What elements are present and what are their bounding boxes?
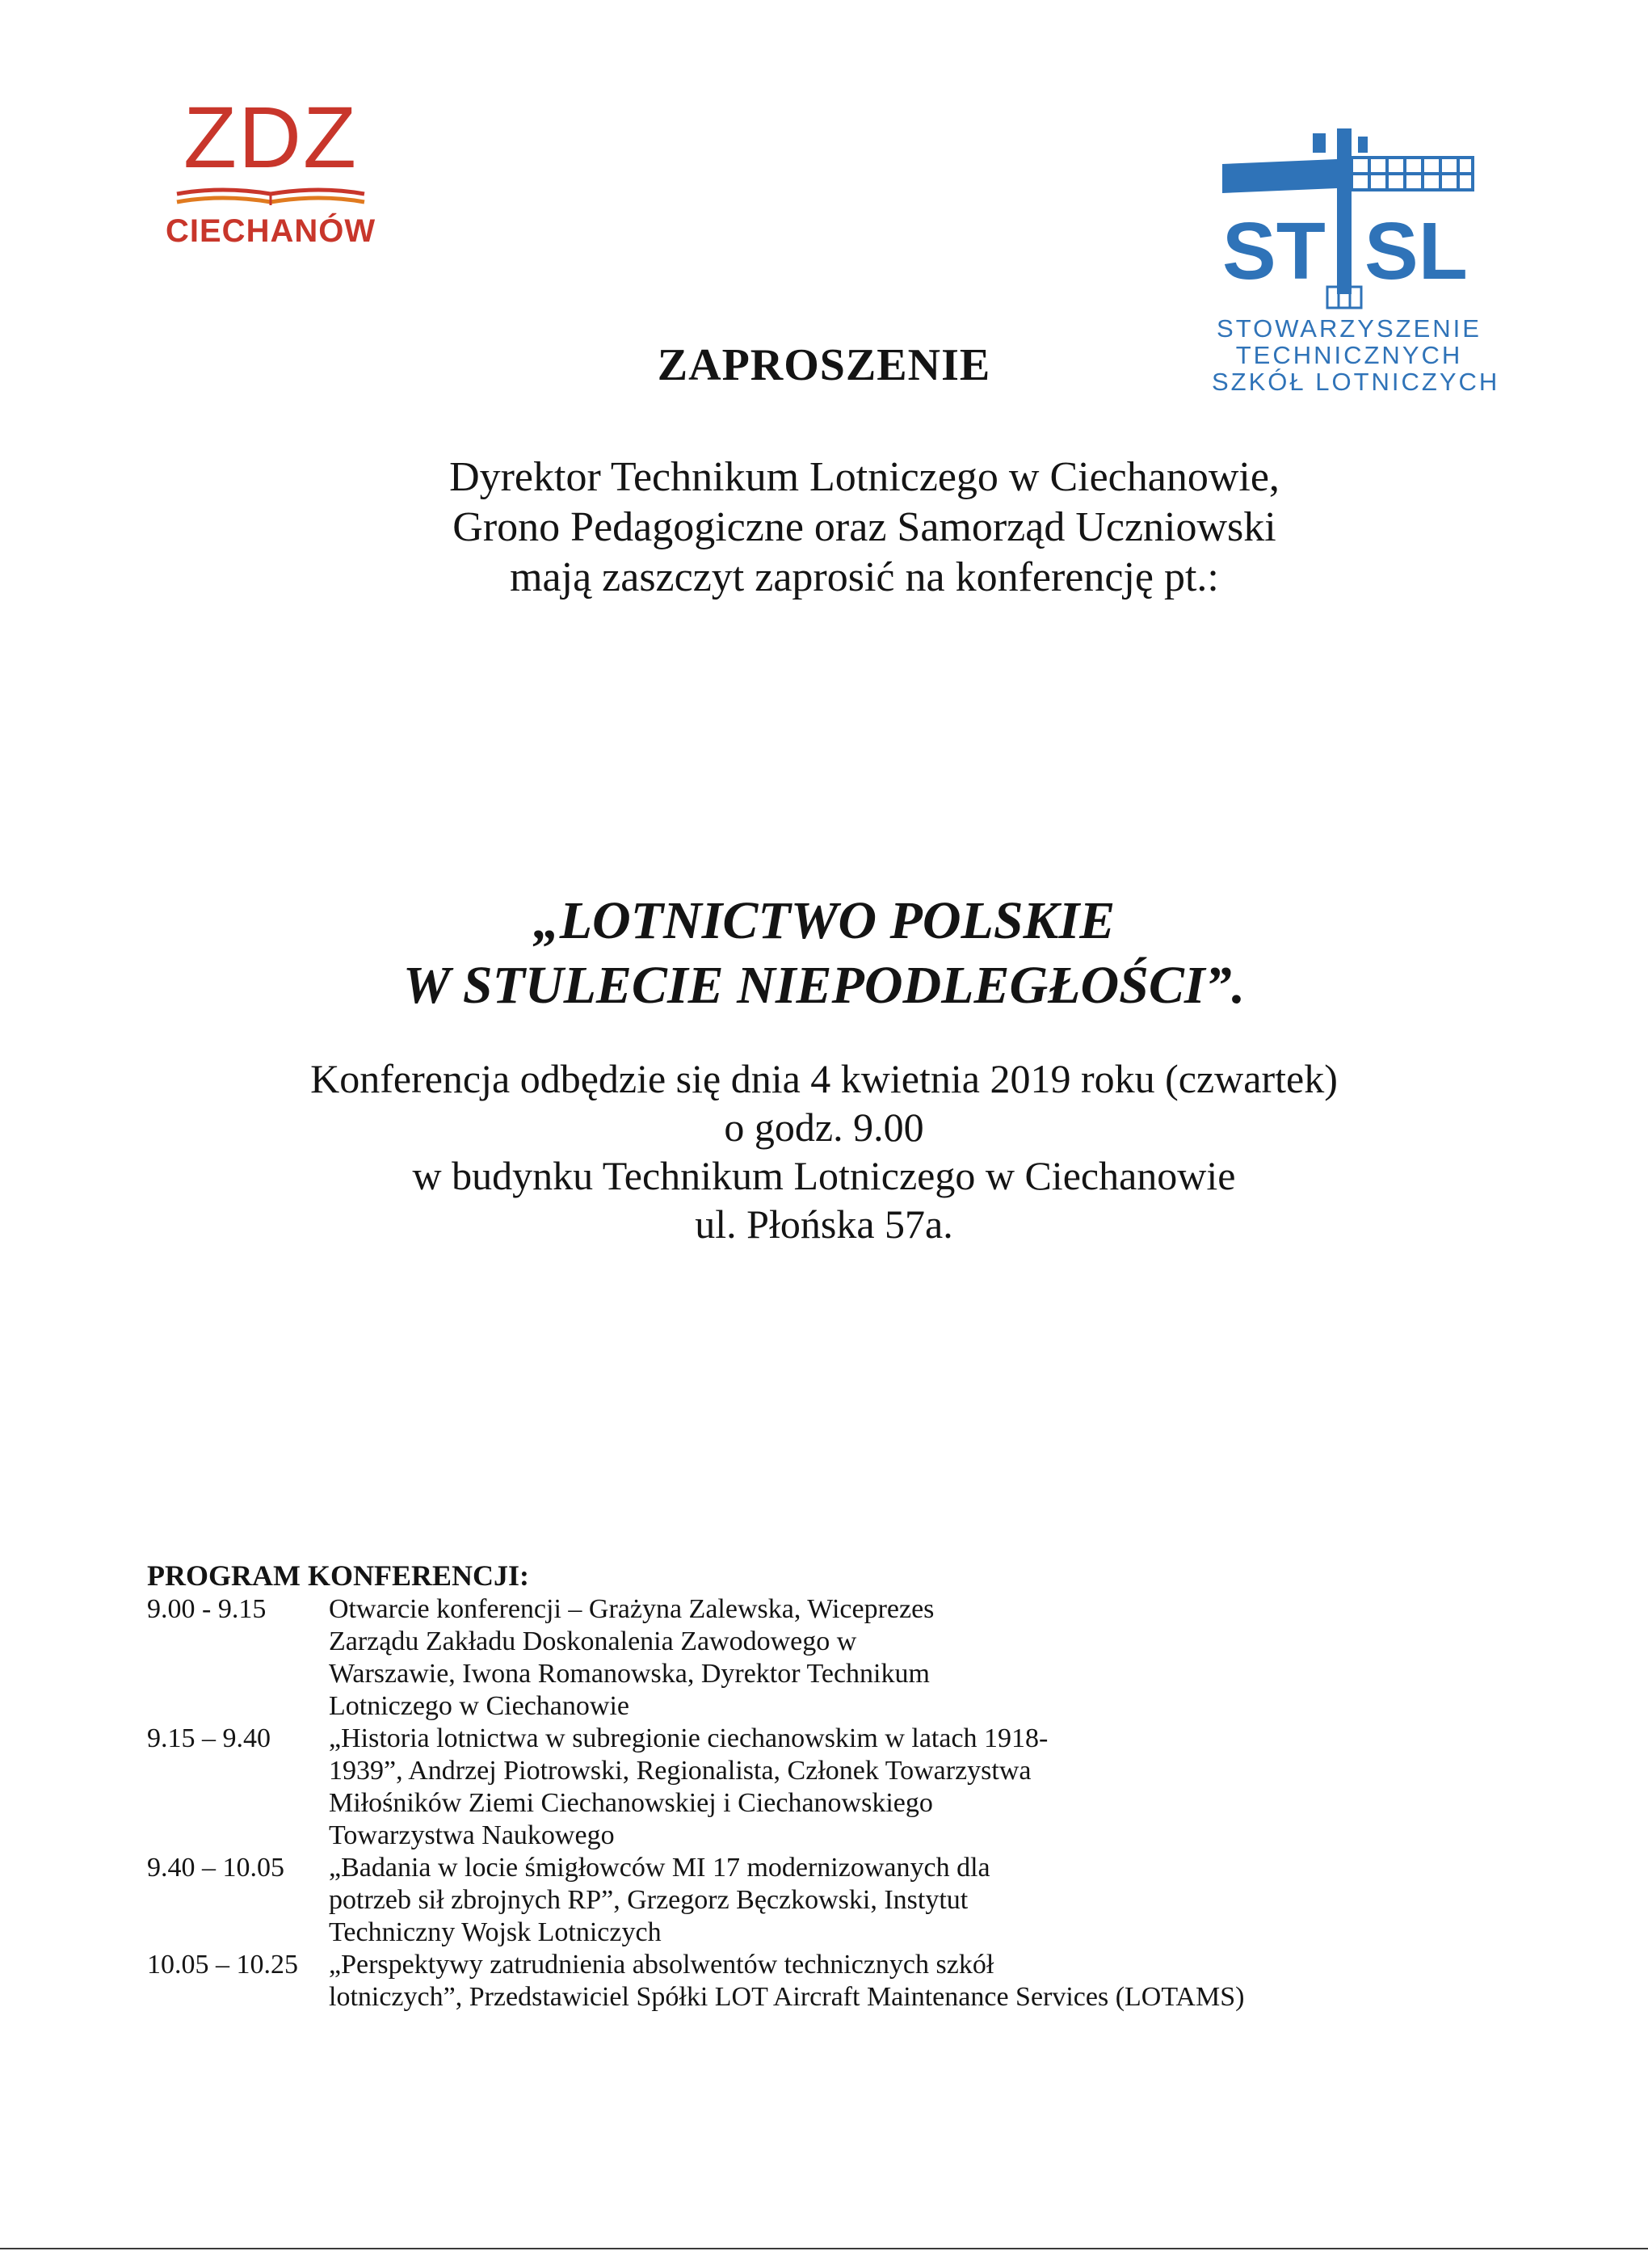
program-item-time: 9.15 – 9.40 bbox=[147, 1723, 271, 1753]
description-line: „Perspektywy zatrudnienia absolwentów technicznych szkół bbox=[329, 1950, 994, 1980]
stsl-line-2: TECHNICZNYCH bbox=[1235, 341, 1463, 369]
program-item bbox=[147, 1593, 1480, 1723]
stsl-line-3: SZKÓŁ LOTNICZYCH bbox=[1212, 368, 1500, 396]
program-section bbox=[147, 1559, 1480, 2013]
description-line: Lotniczego w Ciechanowie bbox=[329, 1691, 629, 1721]
stsl-line-1: STOWARZYSZENIE bbox=[1217, 314, 1482, 343]
program-item-time: 10.05 – 10.25 bbox=[147, 1950, 298, 1980]
description-line: Towarzystwa Naukowego bbox=[329, 1820, 615, 1850]
conference-title-line: W STULECIE NIEPODLEGŁOŚCI”. bbox=[402, 956, 1246, 1015]
open-book-icon bbox=[174, 183, 368, 210]
details-line: Konferencja odbędzie się dnia 4 kwietnia 2019 roku (czwartek) bbox=[310, 1056, 1338, 1101]
conference-title bbox=[0, 889, 1648, 1018]
stsl-left-letters: ST bbox=[1222, 206, 1326, 297]
intro-paragraph bbox=[0, 452, 1648, 603]
intro-line: Grono Pedagogiczne oraz Samorząd Uczniowski bbox=[452, 504, 1276, 550]
conference-title-line: „LOTNICTWO POLSKIE bbox=[532, 891, 1116, 950]
program-item bbox=[147, 1852, 1480, 1949]
program-item-description bbox=[329, 1723, 1480, 1852]
program-title: PROGRAM KONFERENCJI: bbox=[147, 1559, 529, 1592]
details-line: o godz. 9.00 bbox=[724, 1105, 924, 1150]
zdz-logo bbox=[166, 88, 376, 250]
description-line: Miłośników Ziemi Ciechanowskiej i Ciechanowskiego bbox=[329, 1788, 933, 1818]
program-item-time: 9.40 – 10.05 bbox=[147, 1853, 284, 1883]
description-line: 1939”, Andrzej Piotrowski, Regionalista, Członek Towarzystwa bbox=[329, 1756, 1032, 1786]
description-line: Zarządu Zakładu Doskonalenia Zawodowego w bbox=[329, 1626, 857, 1656]
page-bottom-rule bbox=[0, 2248, 1648, 2249]
description-line: „Badania w locie śmigłowców MI 17 modernizowanych dla bbox=[329, 1853, 990, 1883]
program-item-description bbox=[329, 1852, 1480, 1949]
airplane-emblem-icon bbox=[1216, 125, 1482, 315]
page-title: ZAPROSZENIE bbox=[657, 340, 991, 390]
intro-line: mają zaszczyt zaprosić na konferencję pt.: bbox=[510, 554, 1219, 600]
description-line: Otwarcie konferencji – Grażyna Zalewska, Wiceprezes bbox=[329, 1594, 935, 1624]
description-line: potrzeb sił zbrojnych RP”, Grzegorz Bęczkowski, Instytut bbox=[329, 1885, 969, 1915]
program-item bbox=[147, 1949, 1480, 2013]
program-item-description bbox=[329, 1949, 1480, 2013]
description-line: Techniczny Wojsk Lotniczych bbox=[329, 1917, 662, 1947]
zdz-logo-city: CIECHANÓW bbox=[166, 213, 376, 249]
description-line: „Historia lotnictwa w subregionie ciechanowskim w latach 1918- bbox=[329, 1723, 1049, 1753]
program-item-description bbox=[329, 1593, 1480, 1723]
zdz-logo-mark: ZDZ bbox=[183, 88, 358, 186]
details-line: ul. Płońska 57a. bbox=[695, 1201, 953, 1247]
program-item-time: 9.00 - 9.15 bbox=[147, 1594, 267, 1624]
intro-line: Dyrektor Technikum Lotniczego w Ciechanowie, bbox=[449, 454, 1280, 500]
details-line: w budynku Technikum Lotniczego w Ciechanowie bbox=[412, 1153, 1236, 1198]
description-line: lotniczych”, Przedstawiciel Spółki LOT Aircraft Maintenance Services (LOTAMS) bbox=[329, 1982, 1245, 2012]
stsl-right-letters: SL bbox=[1364, 206, 1468, 297]
description-line: Warszawie, Iwona Romanowska, Dyrektor Technikum bbox=[329, 1659, 930, 1689]
program-item bbox=[147, 1723, 1480, 1852]
conference-details bbox=[0, 1054, 1648, 1248]
